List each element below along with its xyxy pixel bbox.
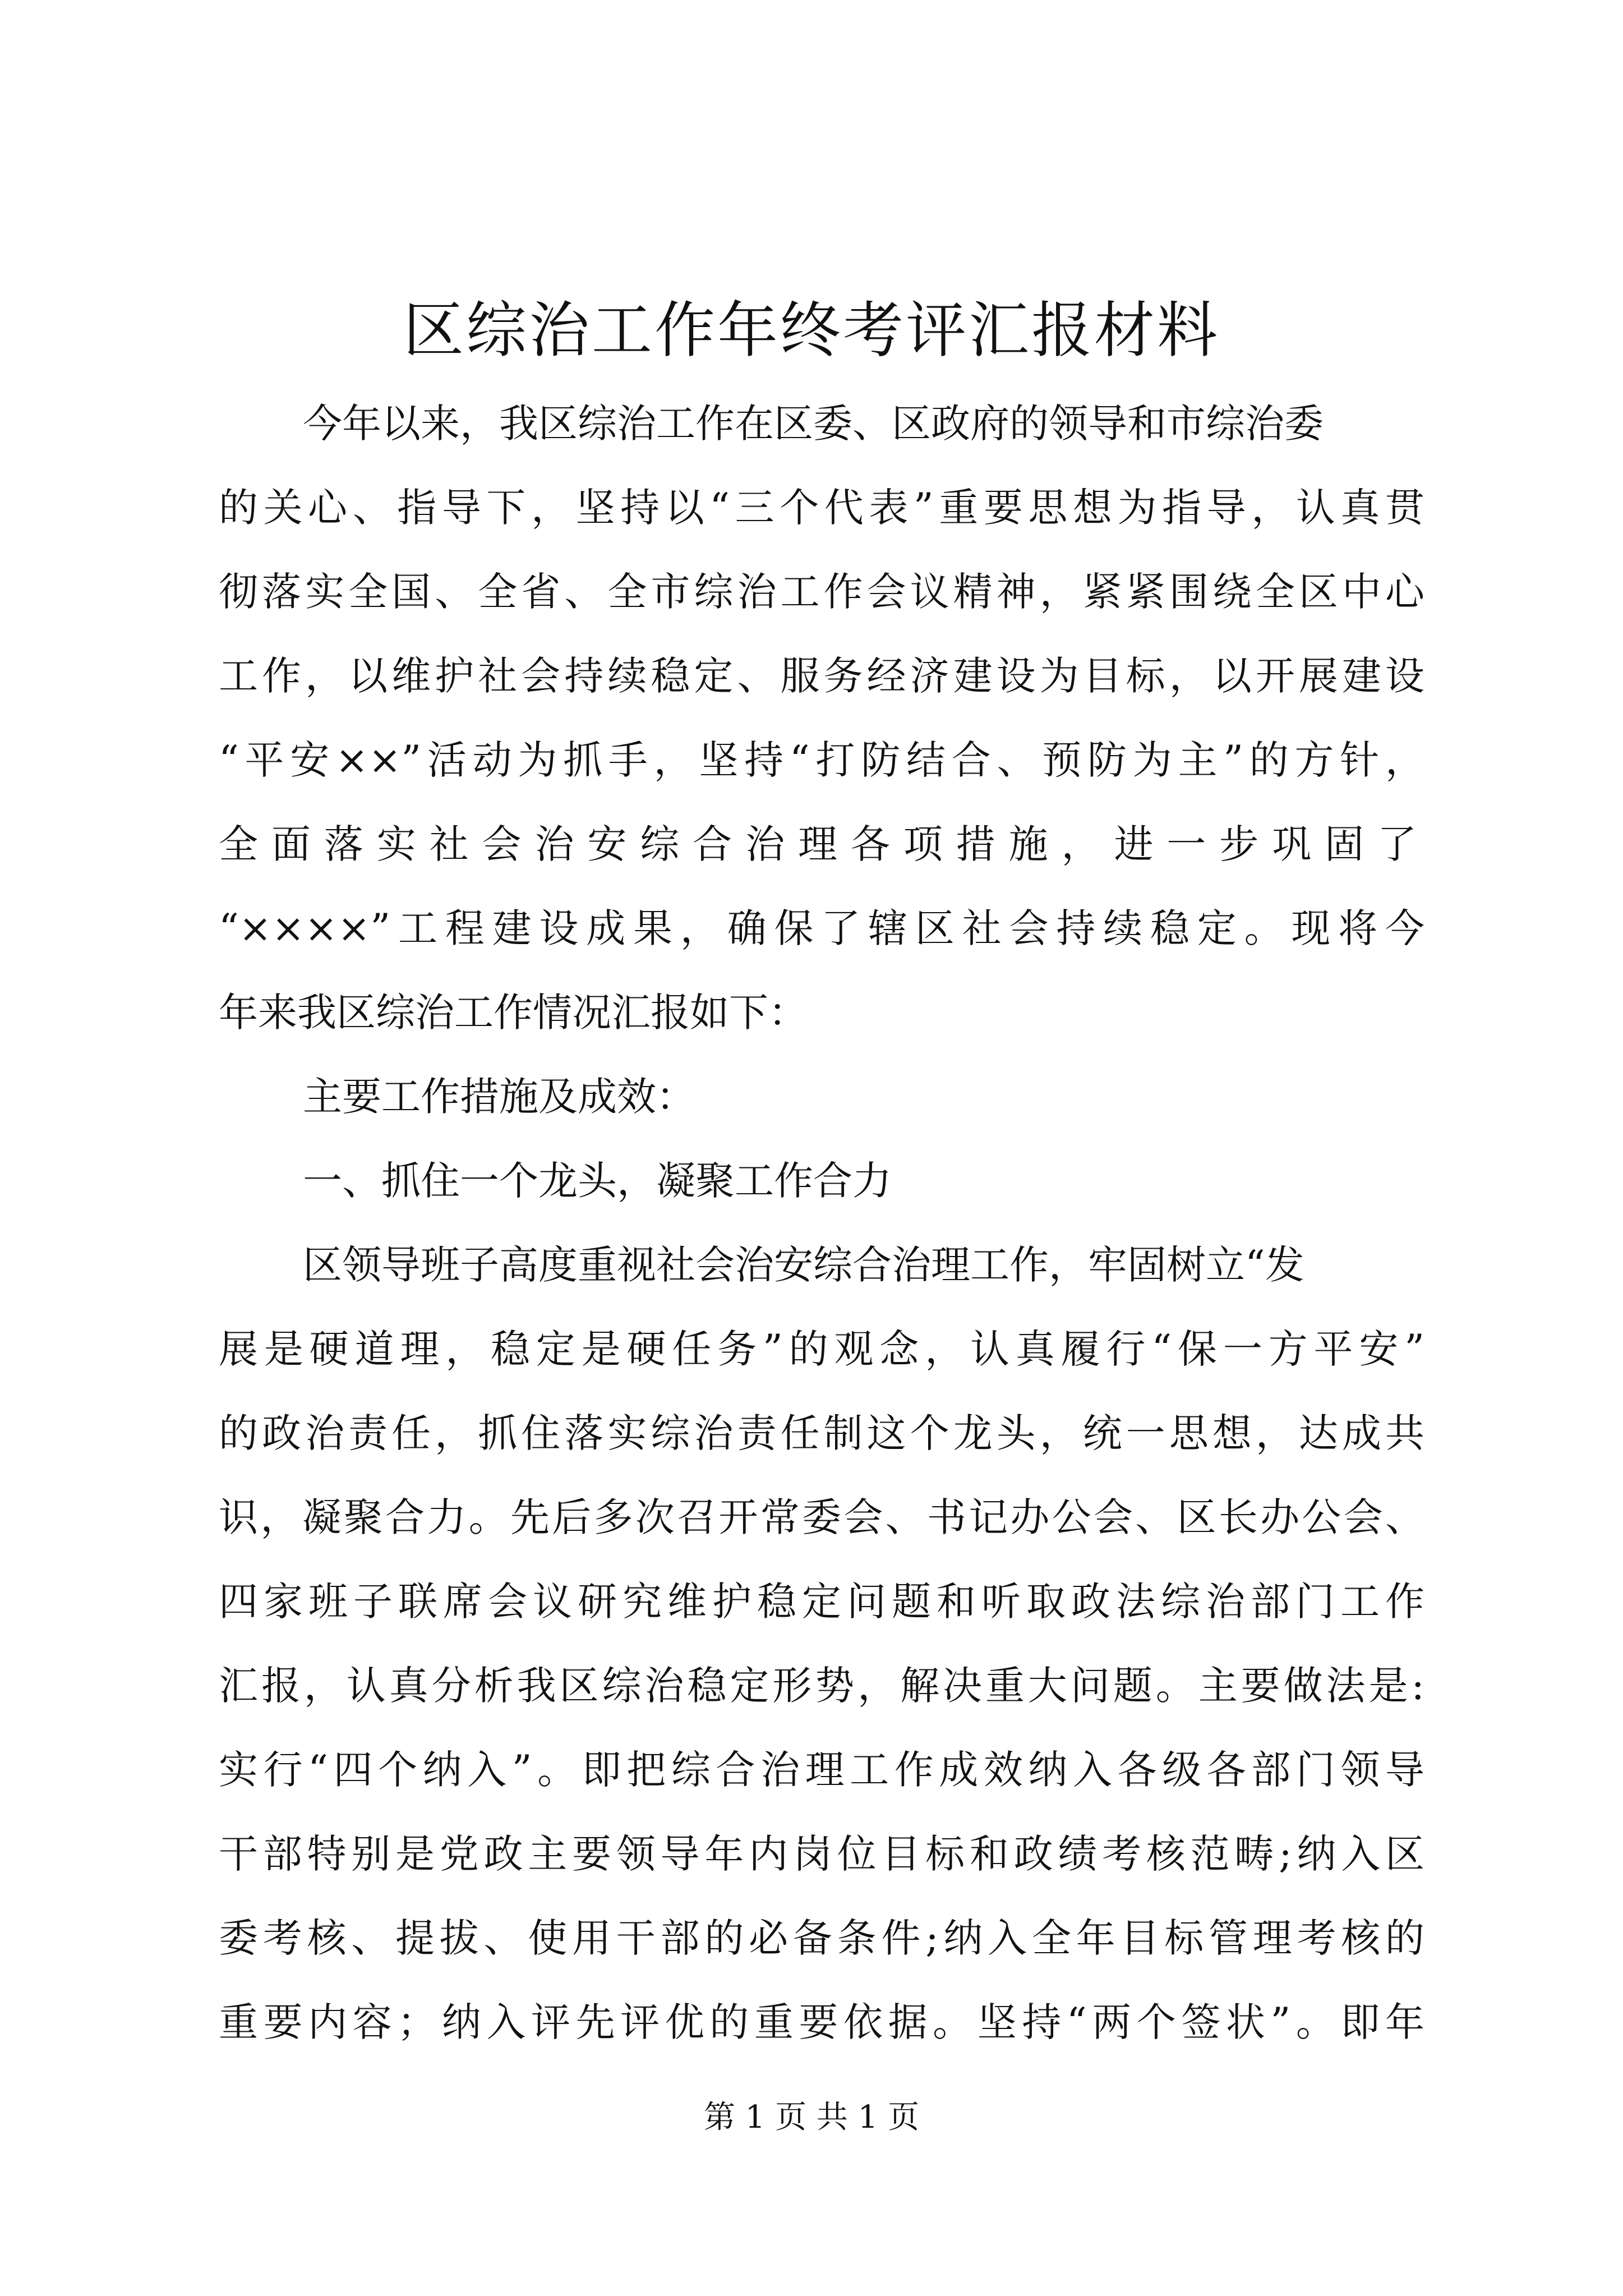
body-line: 全面落实社会治安综合治理各项措施，进一步巩固了	[219, 821, 1424, 867]
body-line: “平安××”活动为抓手，坚持“打防结合、预防为主”的方针，	[219, 737, 1424, 783]
document-title: 区综治工作年终考评汇报材料	[403, 296, 1220, 366]
section-heading: 一、抓住一个龙头，凝聚工作合力	[303, 1158, 892, 1204]
body-line: 四家班子联席会议研究维护稳定问题和听取政法综治部门工作	[219, 1579, 1424, 1625]
body-line: 委考核、提拔、使用干部的必备条件;纳入全年目标管理考核的	[219, 1915, 1424, 1961]
body-line: 汇报，认真分析我区综治稳定形势，解决重大问题。主要做法是:	[219, 1663, 1424, 1709]
body-line: 的关心、指导下，坚持以“三个代表”重要思想为指导，认真贯	[219, 485, 1424, 531]
body-line: 展是硬道理，稳定是硬任务”的观念，认真履行“保一方平安”	[219, 1326, 1424, 1372]
body-line: 年来我区综治工作情况汇报如下：	[219, 990, 808, 1036]
body-line: 重要内容；纳入评先评优的重要依据。坚持“两个签状”。即年	[219, 1999, 1424, 2045]
body-line: 实行“四个纳入”。即把综合治理工作成效纳入各级各部门领导	[219, 1747, 1424, 1793]
body-line: 识，凝聚合力。先后多次召开常委会、书记办公会、区长办公会、	[219, 1494, 1424, 1540]
body-line: 今年以来，我区综治工作在区委、区政府的领导和市综治委	[303, 401, 1324, 447]
body-line: 彻落实全国、全省、全市综治工作会议精神，紧紧围绕全区中心	[219, 569, 1424, 615]
body-line: 工作，以维护社会持续稳定、服务经济建设为目标，以开展建设	[219, 653, 1424, 699]
body-line: “××××”工程建设成果，确保了辖区社会持续稳定。现将今	[219, 905, 1424, 951]
body-line: 干部特别是党政主要领导年内岗位目标和政绩考核范畴;纳入区	[219, 1831, 1424, 1877]
body-line: 区领导班子高度重视社会治安综合治理工作，牢固树立“发	[303, 1242, 1304, 1288]
section-heading: 主要工作措施及成效：	[303, 1074, 695, 1120]
page-number-footer: 第 1 页 共 1 页	[703, 2099, 920, 2136]
body-line: 的政治责任，抓住落实综治责任制这个龙头，统一思想，达成共	[219, 1410, 1424, 1456]
